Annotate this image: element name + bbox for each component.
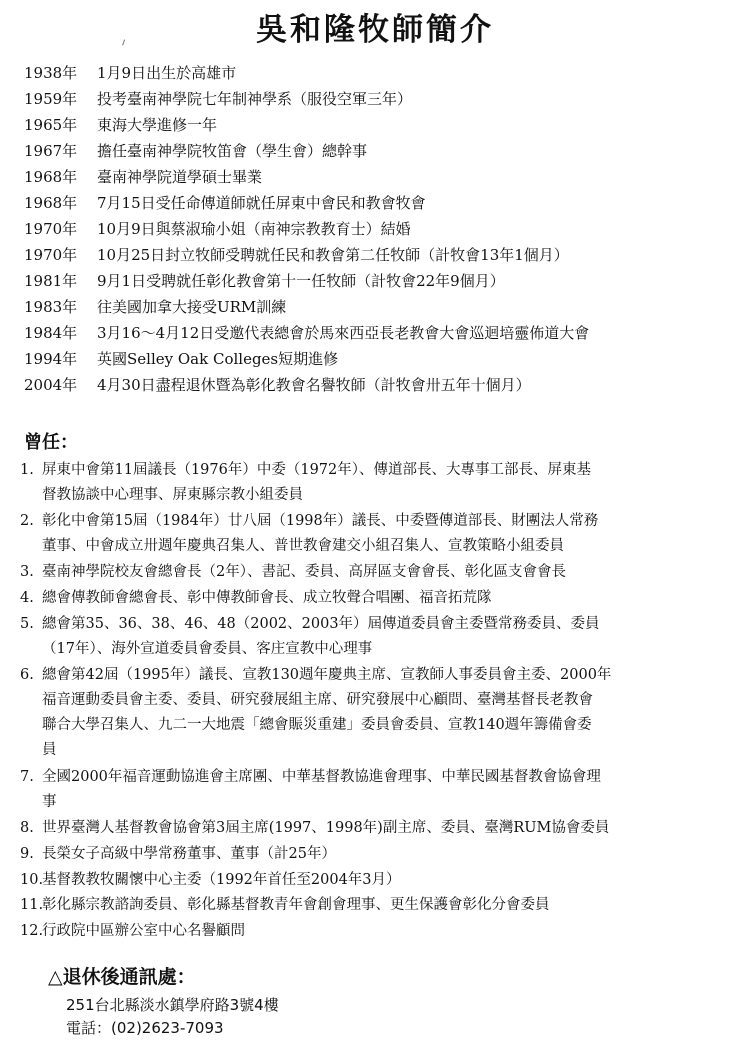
role-number: 12. bbox=[20, 922, 44, 939]
role-line: 基督教教牧關懷中心主委（1992年首任至2004年3月） bbox=[42, 871, 401, 888]
role-line: 事 bbox=[42, 794, 57, 811]
role-number: 2. bbox=[20, 513, 34, 530]
role-item bbox=[0, 842, 750, 868]
role-text bbox=[42, 663, 732, 763]
role-line: 董事、中會成立卅週年慶典召集人、普世教會建交小組召集人、宣教策略小組委員 bbox=[42, 538, 564, 555]
role-line: 總會傳教師會總會長、彰中傳教師會長、成立牧聲合唱團、福音拓荒隊 bbox=[42, 590, 492, 606]
timeline-row bbox=[0, 320, 750, 346]
role-item bbox=[0, 893, 750, 919]
role-line: （17年）、海外宣道委員會委員、客庄宣教中心理事 bbox=[42, 640, 373, 657]
role-line: 員 bbox=[42, 741, 57, 758]
role-line: 全國2000年福音運動協進會主席團、中華基督教協進會理事、中華民國基督教會協會理 bbox=[42, 769, 601, 786]
role-number: 6. bbox=[20, 666, 34, 683]
timeline-year: 1970年 bbox=[24, 246, 78, 264]
role-number: 9. bbox=[20, 846, 34, 862]
timeline-event: 英國Selley Oak Colleges短期進修 bbox=[97, 350, 339, 368]
role-text bbox=[42, 612, 732, 662]
role-text bbox=[42, 893, 732, 918]
role-item bbox=[0, 612, 750, 663]
contact-phone: 電話：(02)2623-7093 bbox=[66, 1019, 224, 1037]
timeline-row bbox=[0, 294, 750, 320]
timeline-event: 7月15日受任命傳道師就任屏東中會民和教會牧會 bbox=[97, 194, 426, 212]
role-number: 3. bbox=[20, 564, 34, 581]
role-text bbox=[42, 816, 732, 841]
role-number: 8. bbox=[20, 820, 34, 837]
role-number: 5. bbox=[20, 615, 34, 632]
role-text bbox=[42, 458, 732, 508]
timeline-row bbox=[0, 268, 750, 294]
timeline-event: 10月25日封立牧師受聘就任民和教會第二任牧師（計牧會13年1個月） bbox=[97, 246, 569, 264]
timeline-year: 1968年 bbox=[24, 194, 78, 212]
timeline-row bbox=[0, 346, 750, 372]
role-line: 彰化中會第15屆（1984年）廿八屆（1998年）議長、中委暨傳道部長、財團法人常務 bbox=[42, 513, 599, 530]
role-line: 總會第35、36、38、46、48（2002、2003年）屆傳道委員會主委暨常務委員、委員 bbox=[42, 615, 600, 632]
role-number: 4. bbox=[20, 590, 34, 606]
contact-heading: △退休後通訊處： bbox=[48, 966, 196, 988]
page-title: 吳和隆牧師簡介 bbox=[256, 12, 494, 48]
timeline-event: 10月9日與蔡淑瑜小姐（南神宗教教育士）結婚 bbox=[97, 220, 411, 238]
role-item bbox=[0, 509, 750, 560]
role-line: 行政院中區辦公室中心名譽顧問 bbox=[42, 922, 245, 939]
timeline-event: 投考臺南神學院七年制神學系（服役空軍三年） bbox=[97, 90, 413, 108]
timeline-year: 1959年 bbox=[24, 90, 78, 108]
role-item bbox=[0, 586, 750, 612]
role-line: 屏東中會第11屆議長（1976年）中委（1972年）、傳道部長、大專事工部長、屏東基 bbox=[42, 462, 592, 478]
role-line: 世界臺灣人基督教會協會第3屆主席(1997、1998年)副主席、委員、臺灣RUM協會委員 bbox=[42, 820, 610, 837]
timeline-event: 臺南神學院道學碩士畢業 bbox=[97, 168, 263, 186]
timeline-year: 1981年 bbox=[24, 272, 78, 290]
role-item bbox=[0, 458, 750, 509]
timeline-row bbox=[0, 112, 750, 138]
role-number: 1. bbox=[20, 462, 34, 478]
timeline-event: 4月30日盡程退休暨為彰化教會名譽牧師（計牧會卅五年十個月） bbox=[97, 376, 531, 394]
role-line: 彰化縣宗教諮詢委員、彰化縣基督教青年會創會理事、更生保護會彰化分會委員 bbox=[42, 897, 550, 914]
timeline-row bbox=[0, 86, 750, 112]
role-line: 福音運動委員會主委、委員、研究發展組主席、研究發展中心顧問、臺灣基督長老教會 bbox=[42, 691, 593, 708]
timeline-year: 1967年 bbox=[24, 142, 78, 160]
role-item bbox=[0, 765, 750, 816]
role-item bbox=[0, 663, 750, 765]
role-text bbox=[42, 868, 732, 893]
role-text bbox=[42, 842, 732, 867]
timeline-row bbox=[0, 164, 750, 190]
role-text bbox=[42, 586, 732, 611]
contact-address: 251台北縣淡水鎮學府路3號4樓 bbox=[66, 996, 279, 1014]
role-line: 總會第42屆（1995年）議長、宣教130週年慶典主席、宣教師人事委員會主委、2000年 bbox=[42, 666, 612, 683]
timeline-year: 2004年 bbox=[24, 376, 78, 394]
timeline-event: 擔任臺南神學院牧笛會（學生會）總幹事 bbox=[97, 142, 368, 160]
timeline-event: 1月9日出生於高雄市 bbox=[97, 64, 237, 82]
role-text bbox=[42, 919, 732, 944]
role-line: 臺南神學院校友會總會長（2年）、書記、委員、高屏區支會會長、彰化區支會會長 bbox=[42, 564, 566, 581]
timeline-row bbox=[0, 190, 750, 216]
timeline-year: 1938年 bbox=[24, 64, 78, 82]
timeline-year: 1983年 bbox=[24, 298, 78, 316]
role-text bbox=[42, 509, 732, 559]
role-text bbox=[42, 560, 732, 585]
role-line: 長榮女子高級中學常務董事、董事（計25年） bbox=[42, 846, 336, 862]
timeline-year: 1968年 bbox=[24, 168, 78, 186]
role-number: 7. bbox=[20, 769, 34, 786]
timeline-row bbox=[0, 372, 750, 398]
timeline-row bbox=[0, 60, 750, 86]
role-item bbox=[0, 919, 750, 945]
timeline-year: 1965年 bbox=[24, 116, 78, 134]
timeline-event: 9月1日受聘就任彰化教會第十一任牧師（計牧會22年9個月） bbox=[97, 272, 505, 290]
timeline-row bbox=[0, 242, 750, 268]
role-line: 督教協談中心理事、屏東縣宗教小組委員 bbox=[42, 487, 303, 503]
timeline-event: 3月16～4月12日受邀代表總會於馬來西亞長老教會大會巡迴培靈佈道大會 bbox=[97, 324, 590, 342]
role-item bbox=[0, 868, 750, 894]
timeline-year: 1970年 bbox=[24, 220, 78, 238]
timeline-event: 往美國加拿大接受URM訓練 bbox=[97, 298, 287, 316]
roles-heading: 曾任： bbox=[24, 432, 78, 453]
timeline-row bbox=[0, 138, 750, 164]
role-number: 11. bbox=[20, 897, 44, 914]
role-line: 聯合大學召集人、九二一大地震「總會賑災重建」委員會委員、宣教140週年籌備會委 bbox=[42, 716, 592, 733]
role-item bbox=[0, 816, 750, 842]
role-item bbox=[0, 560, 750, 586]
role-number: 10. bbox=[20, 871, 44, 888]
role-text bbox=[42, 765, 732, 815]
timeline-row bbox=[0, 216, 750, 242]
timeline-year: 1984年 bbox=[24, 324, 78, 342]
timeline-event: 東海大學進修一年 bbox=[97, 116, 218, 134]
timeline-year: 1994年 bbox=[24, 350, 78, 368]
